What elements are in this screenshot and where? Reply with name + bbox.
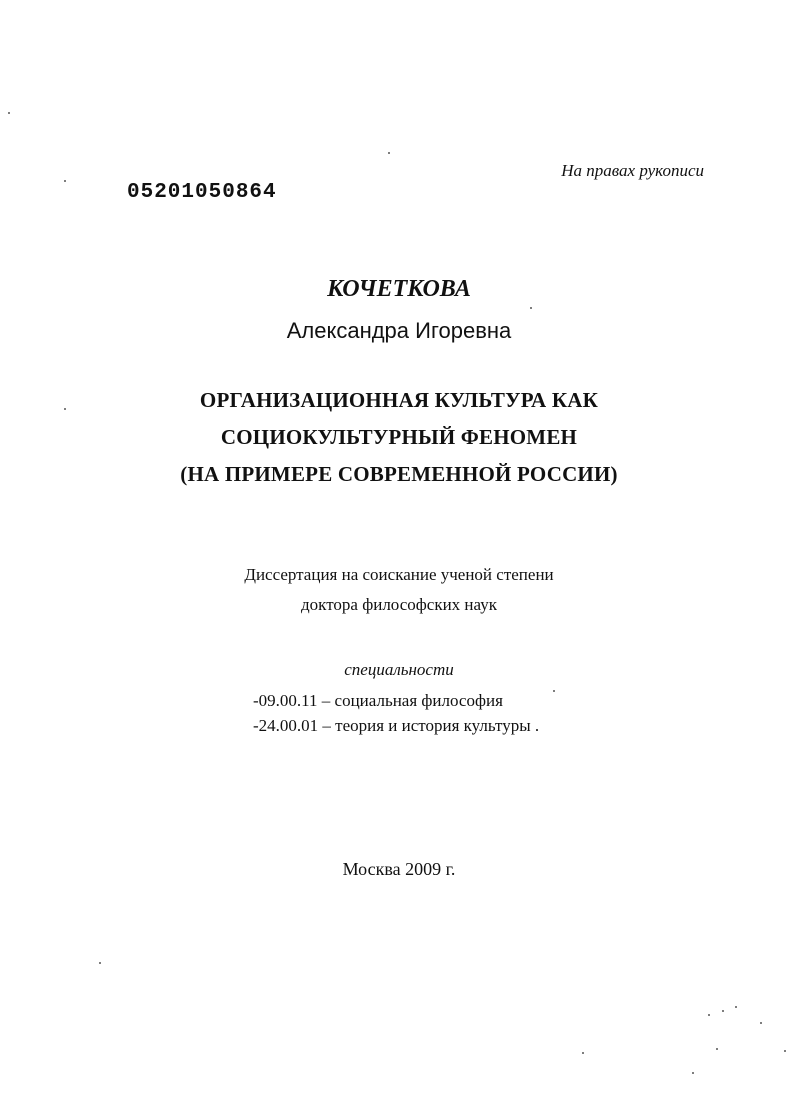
scan-speck <box>760 1022 762 1024</box>
city-year: Москва 2009 г. <box>342 859 456 879</box>
scan-speck <box>716 1048 718 1050</box>
manuscript-rights-note: На правах рукописи <box>561 161 704 180</box>
author-surname: КОЧЕТКОВА <box>327 276 471 302</box>
scan-speck <box>722 1010 724 1012</box>
scan-speck <box>8 112 10 114</box>
scan-speck <box>64 408 66 410</box>
scan-speck <box>553 690 555 692</box>
author-given-names: Александра Игоревна <box>286 318 512 343</box>
specialties-label: специальности <box>344 660 454 679</box>
specialty-item: -24.00.01 – теория и история культуры . <box>253 716 540 735</box>
thesis-title-line: СОЦИОКУЛЬТУРНЫЙ ФЕНОМЕН <box>220 425 578 449</box>
degree-line: доктора философских наук <box>301 595 497 614</box>
specialty-item: -09.00.11 – социальная философия <box>253 691 503 710</box>
scan-speck <box>692 1072 694 1074</box>
scan-speck <box>64 180 66 182</box>
scan-speck <box>784 1050 786 1052</box>
scan-speck <box>735 1006 737 1008</box>
degree-line: Диссертация на соискание ученой степени <box>244 565 554 584</box>
scan-speck <box>99 962 101 964</box>
scan-speck <box>530 307 532 309</box>
thesis-title-line: (НА ПРИМЕРЕ СОВРЕМЕННОЙ РОССИИ) <box>180 462 618 486</box>
scan-speck <box>582 1052 584 1054</box>
catalog-number: 05201050864 <box>127 181 277 204</box>
scan-speck <box>708 1014 710 1016</box>
scan-speck <box>388 152 390 154</box>
thesis-title-line: ОРГАНИЗАЦИОННАЯ КУЛЬТУРА КАК <box>199 388 599 412</box>
